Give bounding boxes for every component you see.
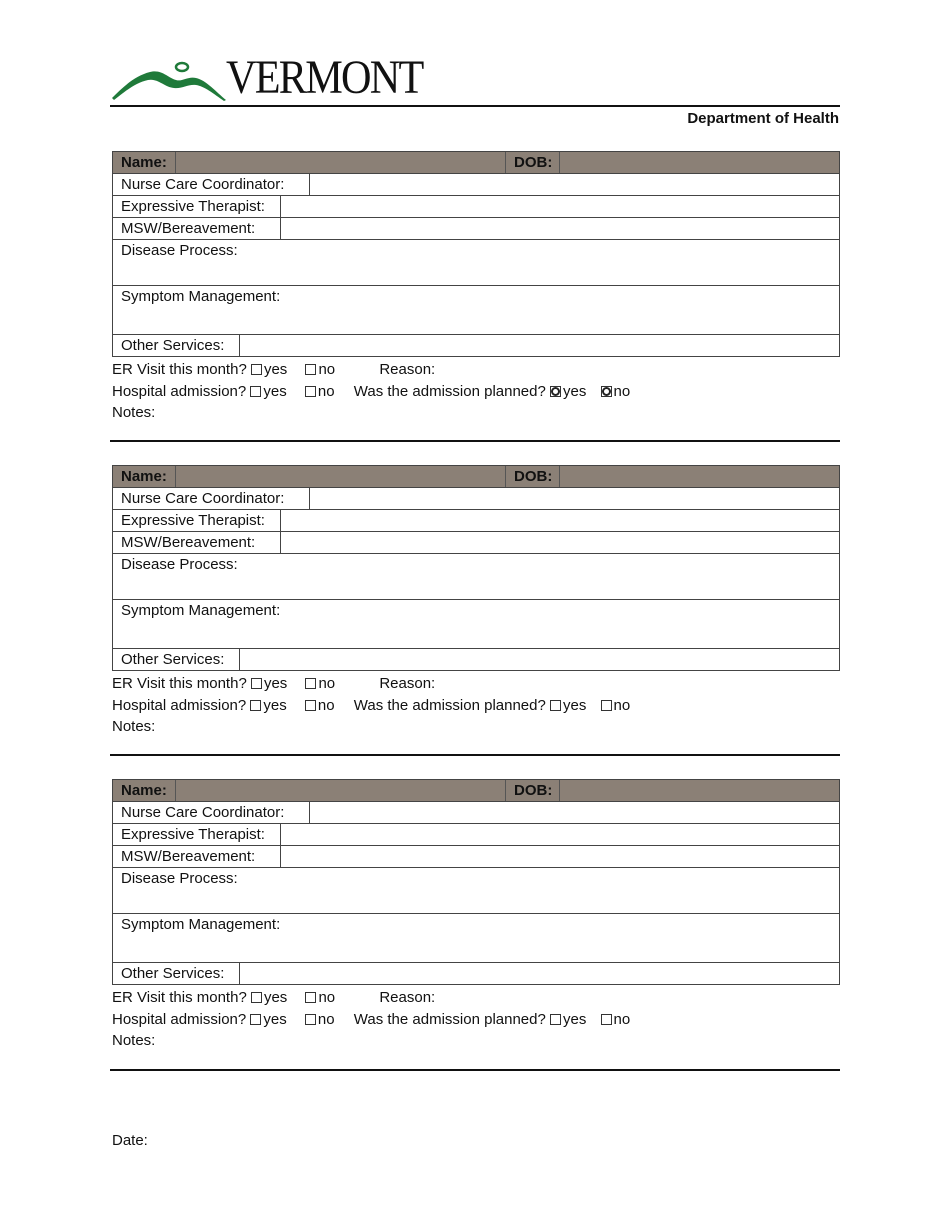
- nurse-care-row: [113, 488, 839, 510]
- admission-planned-label: Was the admission planned?: [353, 382, 546, 400]
- er-yes-label: yes: [263, 675, 288, 692]
- planned-yes-label: yes: [563, 696, 587, 714]
- patient-section-1: [112, 151, 839, 424]
- expressive-therapist-field[interactable]: [281, 824, 839, 845]
- hospital-admission-line: [112, 381, 839, 403]
- admission-no-label: no: [317, 696, 335, 714]
- symptom-management-label: Symptom Management:: [121, 602, 281, 619]
- er-yes-checkbox[interactable]: [251, 992, 262, 1003]
- expressive-therapist-label: Expressive Therapist:: [113, 196, 281, 217]
- notes-line[interactable]: [112, 1030, 839, 1052]
- dob-field[interactable]: [560, 780, 839, 801]
- er-visit-line: [112, 673, 839, 695]
- hospital-admission-label: Hospital admission?: [112, 382, 247, 400]
- admission-yes-label: yes: [263, 696, 287, 714]
- dob-label: DOB:: [506, 466, 560, 487]
- nurse-care-coordinator-field[interactable]: [310, 802, 839, 823]
- expressive-therapist-row: [113, 196, 839, 218]
- admission-yes-label: yes: [263, 1010, 287, 1028]
- name-label: Name:: [113, 466, 176, 487]
- expressive-therapist-row: [113, 824, 839, 846]
- name-row: [113, 780, 839, 802]
- patient-table: [112, 779, 840, 985]
- nurse-care-coordinator-label: Nurse Care Coordinator:: [113, 488, 310, 509]
- er-visit-line: [112, 987, 839, 1009]
- nurse-care-coordinator-label: Nurse Care Coordinator:: [113, 802, 310, 823]
- admission-yes-checkbox[interactable]: [250, 386, 261, 397]
- planned-no-label: no: [613, 1010, 631, 1028]
- other-services-field[interactable]: [240, 335, 839, 356]
- admission-planned-label: Was the admission planned?: [353, 1010, 546, 1028]
- msw-row: [113, 218, 839, 240]
- header-divider: [110, 105, 840, 107]
- symptom-management-row[interactable]: [113, 600, 839, 649]
- nurse-care-row: [113, 802, 839, 824]
- disease-process-label: Disease Process:: [121, 556, 238, 573]
- other-services-field[interactable]: [240, 963, 839, 984]
- hospital-admission-label: Hospital admission?: [112, 1010, 247, 1028]
- disease-process-row[interactable]: [113, 868, 839, 914]
- notes-label: Notes:: [112, 404, 156, 421]
- notes-label: Notes:: [112, 1032, 156, 1049]
- other-services-label: Other Services:: [113, 335, 240, 356]
- er-yes-label: yes: [263, 361, 288, 378]
- other-services-row: [113, 963, 839, 985]
- visit-questions: [112, 359, 839, 424]
- name-row: [113, 152, 839, 174]
- planned-yes-label: yes: [563, 1010, 587, 1028]
- er-yes-label: yes: [263, 989, 288, 1006]
- er-no-label: no: [318, 675, 336, 692]
- patient-section-3: [112, 779, 839, 1052]
- patient-table: [112, 151, 840, 357]
- admission-yes-label: yes: [263, 382, 287, 400]
- er-visit-line: [112, 359, 839, 381]
- expressive-therapist-field[interactable]: [281, 196, 839, 217]
- admission-yes-checkbox[interactable]: [250, 700, 261, 711]
- dob-label: DOB:: [506, 780, 560, 801]
- er-no-label: no: [318, 361, 336, 378]
- nurse-care-coordinator-field[interactable]: [310, 174, 839, 195]
- dob-label: DOB:: [506, 152, 560, 173]
- er-visit-label: ER Visit this month?: [112, 989, 247, 1006]
- msw-row: [113, 846, 839, 868]
- msw-bereavement-field[interactable]: [281, 218, 839, 239]
- msw-bereavement-field[interactable]: [281, 846, 839, 867]
- hospital-admission-label: Hospital admission?: [112, 696, 247, 714]
- er-no-checkbox[interactable]: [305, 364, 316, 375]
- planned-no-label: no: [613, 382, 631, 400]
- other-services-row: [113, 335, 839, 357]
- dob-field[interactable]: [560, 152, 839, 173]
- er-no-checkbox[interactable]: [305, 678, 316, 689]
- reason-label: Reason:: [379, 989, 436, 1006]
- er-visit-label: ER Visit this month?: [112, 361, 247, 378]
- hospital-admission-line: [112, 1009, 839, 1031]
- nurse-care-coordinator-field[interactable]: [310, 488, 839, 509]
- er-yes-checkbox[interactable]: [251, 364, 262, 375]
- reason-label: Reason:: [379, 675, 436, 692]
- date-label[interactable]: Date:: [112, 1132, 148, 1149]
- notes-line[interactable]: [112, 716, 839, 738]
- admission-no-checkbox[interactable]: [305, 700, 316, 711]
- notes-line[interactable]: [112, 402, 839, 424]
- expressive-therapist-field[interactable]: [281, 510, 839, 531]
- name-label: Name:: [113, 152, 176, 173]
- planned-no-checkbox[interactable]: [601, 700, 612, 711]
- section-divider: [110, 754, 840, 756]
- dob-field[interactable]: [560, 466, 839, 487]
- er-no-label: no: [318, 989, 336, 1006]
- nurse-care-row: [113, 174, 839, 196]
- planned-yes-checkbox[interactable]: [550, 1014, 561, 1025]
- admission-no-label: no: [317, 1010, 335, 1028]
- expressive-therapist-label: Expressive Therapist:: [113, 510, 281, 531]
- disease-process-label: Disease Process:: [121, 242, 238, 259]
- msw-bereavement-label: MSW/Bereavement:: [113, 846, 281, 867]
- planned-yes-label: yes: [563, 382, 587, 400]
- disease-process-label: Disease Process:: [121, 870, 238, 887]
- symptom-management-row[interactable]: [113, 286, 839, 335]
- er-yes-checkbox[interactable]: [251, 678, 262, 689]
- expressive-therapist-label: Expressive Therapist:: [113, 824, 281, 845]
- name-label: Name:: [113, 780, 176, 801]
- planned-yes-checkbox[interactable]: [550, 700, 561, 711]
- other-services-label: Other Services:: [113, 963, 240, 984]
- msw-bereavement-label: MSW/Bereavement:: [113, 218, 281, 239]
- visit-questions: [112, 673, 839, 738]
- symptom-management-row[interactable]: [113, 914, 839, 963]
- msw-bereavement-label: MSW/Bereavement:: [113, 532, 281, 553]
- reason-label: Reason:: [379, 361, 436, 378]
- mountain-swoosh-icon: [112, 58, 227, 104]
- other-services-row: [113, 649, 839, 671]
- name-field[interactable]: [176, 466, 506, 487]
- msw-row: [113, 532, 839, 554]
- planned-no-checkbox[interactable]: [601, 1014, 612, 1025]
- patient-section-2: [112, 465, 839, 738]
- msw-bereavement-field[interactable]: [281, 532, 839, 553]
- er-visit-label: ER Visit this month?: [112, 675, 247, 692]
- nurse-care-coordinator-label: Nurse Care Coordinator:: [113, 174, 310, 195]
- hospital-admission-line: [112, 695, 839, 717]
- admission-planned-label: Was the admission planned?: [353, 696, 546, 714]
- expressive-therapist-row: [113, 510, 839, 532]
- notes-label: Notes:: [112, 718, 156, 735]
- admission-no-label: no: [317, 382, 335, 400]
- name-field[interactable]: [176, 780, 506, 801]
- name-row: [113, 466, 839, 488]
- disease-process-row[interactable]: [113, 240, 839, 286]
- planned-no-label: no: [613, 696, 631, 714]
- visit-questions: [112, 987, 839, 1052]
- name-field[interactable]: [176, 152, 506, 173]
- logo-wordmark: VERMONT: [226, 51, 423, 104]
- symptom-management-label: Symptom Management:: [121, 916, 281, 933]
- admission-no-checkbox[interactable]: [305, 1014, 316, 1025]
- section-divider: [110, 440, 840, 442]
- er-no-checkbox[interactable]: [305, 992, 316, 1003]
- other-services-field[interactable]: [240, 649, 839, 670]
- planned-no-radio[interactable]: [601, 386, 612, 397]
- planned-yes-radio[interactable]: [550, 386, 561, 397]
- department-title: Department of Health: [687, 110, 839, 127]
- admission-no-checkbox[interactable]: [305, 386, 316, 397]
- patient-table: [112, 465, 840, 671]
- symptom-management-label: Symptom Management:: [121, 288, 281, 305]
- admission-yes-checkbox[interactable]: [250, 1014, 261, 1025]
- section-divider: [110, 1069, 840, 1071]
- other-services-label: Other Services:: [113, 649, 240, 670]
- disease-process-row[interactable]: [113, 554, 839, 600]
